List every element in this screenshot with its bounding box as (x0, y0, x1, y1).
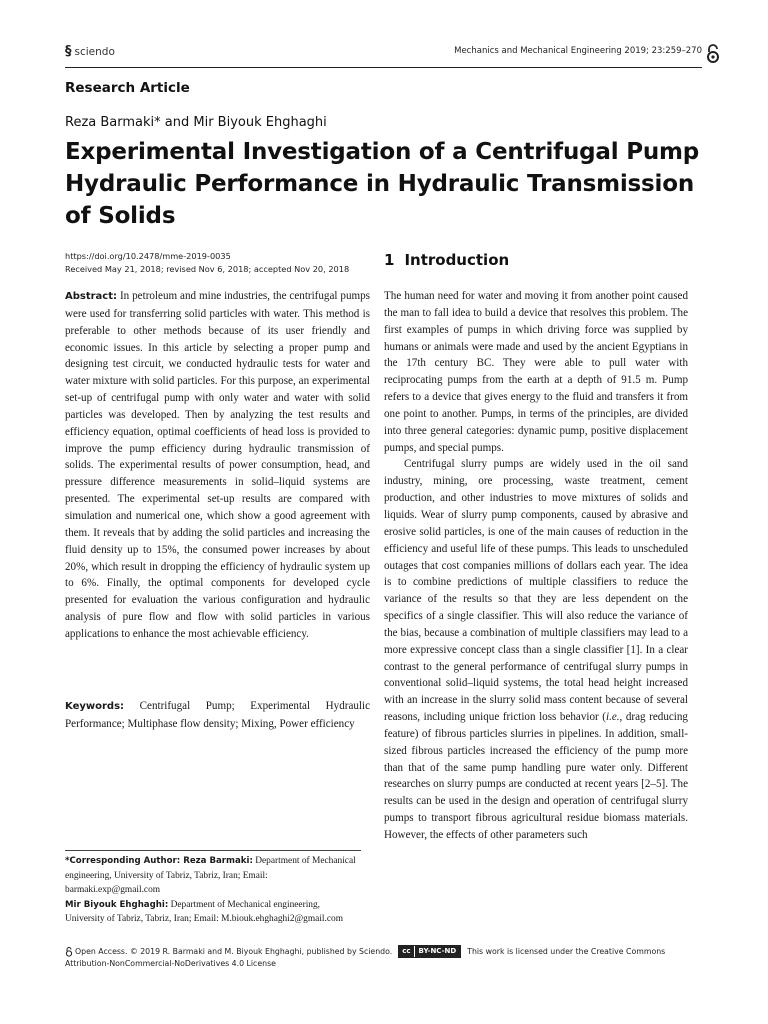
section-title: Introduction (404, 251, 510, 269)
corresponding-label-1: *Corresponding Author: Reza Barmaki: (65, 856, 253, 866)
keywords-text: Centrifugal Pump; Experimental Hydraulic Performance; Multiphase flow density; Mixing, Power efficiency (65, 700, 370, 730)
license-name: Attribution-NonCommercial-NoDerivatives 4.0 License (65, 959, 276, 968)
keywords-label: Keywords: (65, 701, 125, 712)
intro-paragraph-1: The human need for water and moving it from another point caused the man to fall idea to build a device that resolves this problem. The first examples of pumps in which driving force was supplied by humans or animals were made and used by the ancient Egyptians in the 17th century BC. They were able to pull water with reciprocating pumps from the earth at a depth of 91.5 m. Pump refers to a device that gives energy to the fluid and transfers it from one point to another. Pumps, in terms of the principles, are divided into three general categories: dynamic pump, positive displacement pumps, and special pumps. (384, 290, 688, 454)
intro-ie: i.e. (605, 711, 620, 724)
corresponding-text-2: Department of Mechanical engineering, University of Tabriz, Tabriz, Iran; Email: M.biouk.ehghaghi2@gmail.com (65, 899, 344, 924)
introduction-body (384, 288, 688, 844)
author-list: Reza Barmaki* and Mir Biyouk Ehghaghi (65, 115, 327, 130)
corresponding-author-1 (65, 854, 361, 898)
publisher-name: sciendo (74, 45, 115, 58)
article-title: Experimental Investigation of a Centrifugal Pump Hydraulic Performance in Hydraulic Transmission of Solids (65, 139, 700, 229)
section-heading (384, 251, 509, 269)
keywords (65, 698, 370, 733)
section-number: 1 (384, 251, 395, 269)
corresponding-author-2 (65, 898, 361, 927)
intro-paragraph-2-part-a: Centrifugal slurry pumps are widely used in the oil sand industry, mining, ore processing, waste treatment, cement production, and other industries to move mixtures of solids and liquids. Wear of slurry pump components, caused by abrasive and erosive solid particles, is one of the main causes of reduction in the efficiency and useful life of these pumps. This leads to unscheduled outages that cost companies millions of dollars each year. The idea is to combine predictions of multiple classifiers to reduce the variance of the results so that they are less dependent on the specifics of a single classifier. This will also reduce the variance of the bias, because a combination of multiple classifiers may lead to a more expressive concept class than a single classifier [1]. In a clear contrast to the general performance of centrifugal slurry pumps in conventional solid–liquid systems, the total head height increased with an increase in the slurry solid mass content because of several reasons, including unique friction loss behavior ( (384, 458, 688, 724)
page-header (65, 40, 702, 68)
abstract-label: Abstract: (65, 291, 118, 302)
publisher-logo[interactable] (65, 44, 115, 59)
license-text: This work is licensed under the Creative Commons (467, 946, 666, 956)
journal-reference: Mechanics and Mechanical Engineering 2019; 23:259–270 (454, 46, 702, 56)
corresponding-author-note (65, 850, 361, 927)
article-type: Research Article (65, 80, 190, 96)
article-dates: Received May 21, 2018; revised Nov 6, 2018; accepted Nov 20, 2018 (65, 264, 350, 274)
cc-license-badge[interactable] (398, 945, 461, 958)
intro-paragraph-2-part-b: , drag reducing feature) of fibrous particles slurries in pipelines. In addition, small-sized fibrous particles increased the efficiency of the pump more than that of the same pump handling pure water only. Different researches on slurry pumps are conducted at recent years [2–5]. The results can be used in the design and operation of centrifugal slurry pumps to transport fibrous agricultural residue biomass materials. However, the effects of other parameters such (384, 711, 688, 841)
page-footer (65, 945, 705, 970)
abstract-text: In petroleum and mine industries, the centrifugal pumps were used for transferring solid particles with water. This method is preferable to other methods because of its user friendly and economic issues. In this article by selecting a proper pump and designing test circuit, we conducted hydraulic tests for water and water mixture with solid particles. For this purpose, an experimental set-up of centrifugal pump with only water and water with solid particles was developed. Then by analyzing the test results and efficiency equation, optimal coefficients of head loss is provided to improve the pump efficiency during hydraulic transmission of solids. The experimental results of power consumption, head, and pressure difference measurements in solid–liquid systems are presented. The experimental set-up results are compared with simulation and numerical one, which show a good agreement with them. It reveals that by adding the solid particles and increasing the fluid density up to 15%, the consumed power increases by about 20%, which result in dropping the efficiency of hydraulic system up to 6%. Finally, the optimal components for developed cycle presented for evaluation the various configuration and hydraulic analysis of pure flow and flow with solid particles in various applications to enhance the most achievable efficiency. (65, 290, 370, 640)
corresponding-text-1: Department of Mechanical engineering, University of Tabriz, Tabriz, Iran; Email: barmaki.exp@gmail.com (65, 856, 356, 895)
abstract (65, 288, 370, 643)
open-access-small-icon (65, 947, 73, 957)
doi-block (65, 250, 375, 276)
open-access-statement: Open Access. © 2019 R. Barmaki and M. Biyouk Ehghaghi, published by Sciendo. (75, 946, 393, 956)
intro-paragraph-2 (384, 456, 688, 843)
doi-link[interactable]: https://doi.org/10.2478/mme-2019-0035 (65, 251, 231, 261)
footer-license-row (65, 945, 705, 958)
corresponding-label-2: Mir Biyouk Ehghaghi: (65, 899, 169, 910)
sciendo-icon: § (65, 44, 72, 59)
open-access-icon (705, 44, 721, 64)
cc-icon: cc (399, 946, 413, 957)
cc-license-label: BY-NC-ND (415, 946, 461, 957)
